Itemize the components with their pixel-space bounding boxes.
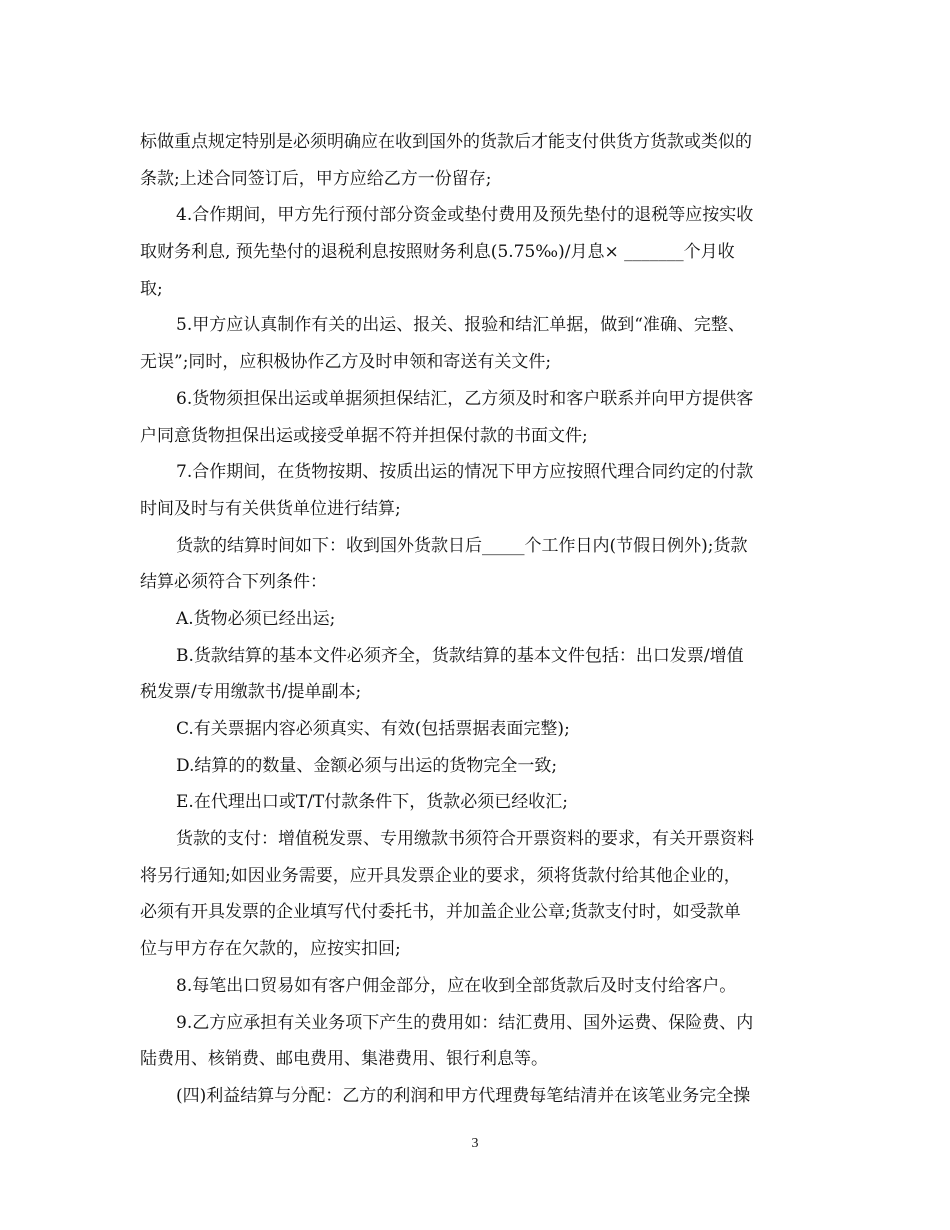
text-line: 货款的结算时间如下：收到国外货款日后_____个工作日内(节假日例外);货款 xyxy=(176,535,748,556)
text-line: 位与甲方存在欠款的，应按实扣回; xyxy=(140,939,401,960)
text-line: 税发票/专用缴款书/提单副本; xyxy=(140,682,362,703)
text-line: (四)利益结算与分配：乙方的利润和甲方代理费每笔结清并在该笔业务完全操 xyxy=(176,1085,751,1106)
text-line: 无误”;同时，应积极协作乙方及时申领和寄送有关文件; xyxy=(140,352,552,373)
text-line: 7.合作期间，在货物按期、按质出运的情况下甲方应按照代理合同约定的付款 xyxy=(176,462,754,483)
text-line: B.货款结算的基本文件必须齐全，货款结算的基本文件包括：出口发票/增值 xyxy=(176,645,744,666)
document-body xyxy=(140,124,812,1115)
text-line: D.结算的的数量、金额必须与出运的货物完全一致; xyxy=(176,755,558,776)
text-line: A.货物必须已经出运; xyxy=(176,608,336,629)
text-line: 取; xyxy=(140,278,163,299)
text-line: E.在代理出口或T/T付款条件下，货款必须已经收汇; xyxy=(176,792,568,813)
text-line: 货款的支付：增值税发票、专用缴款书须符合开票资料的要求，有关开票资料 xyxy=(176,829,754,850)
text-line: 5.甲方应认真制作有关的出运、报关、报验和结汇单据，做到“准确、完整、 xyxy=(176,315,745,336)
text-line: 4.合作期间，甲方先行预付部分资金或垫付费用及预先垫付的退税等应按实收 xyxy=(176,205,754,226)
text-line: 必须有开具发票的企业填写代付委托书，并加盖企业公章;货款支付时，如受款单 xyxy=(140,902,741,923)
text-line: C.有关票据内容必须真实、有效(包括票据表面完整); xyxy=(176,719,570,739)
text-line: 9.乙方应承担有关业务项下产生的费用如：结汇费用、国外运费、保险费、内 xyxy=(176,1012,754,1033)
text-line: 6.货物须担保出运或单据须担保结汇，乙方须及时和客户联系并向甲方提供客 xyxy=(176,388,754,409)
page-number: 3 xyxy=(471,1136,479,1151)
text-line: 陆费用、核销费、邮电费用、集港费用、银行利息等。 xyxy=(140,1049,548,1070)
text-line: 标做重点规定特别是必须明确应在收到国外的货款后才能支付供货方货款或类似的 xyxy=(140,132,752,152)
text-line: 结算必须符合下列条件： xyxy=(140,572,327,593)
text-line: 条款;上述合同签订后，甲方应给乙方一份留存; xyxy=(140,168,492,189)
text-line: 将另行通知;如因业务需要，应开具发票企业的要求，须将货款付给其他企业的， xyxy=(140,865,741,886)
text-line: 取财务利息, 预先垫付的退税利息按照财务利息(5.75‰)/月息× _______个月收 xyxy=(140,242,735,263)
text-line: 户同意货物担保出运或接受单据不符并担保付款的书面文件; xyxy=(140,425,588,446)
text-line: 8.每笔出口贸易如有客户佣金部分，应在收到全部货款后及时支付给客户。 xyxy=(176,975,737,996)
text-line: 时间及时与有关供货单位进行结算; xyxy=(140,498,401,519)
